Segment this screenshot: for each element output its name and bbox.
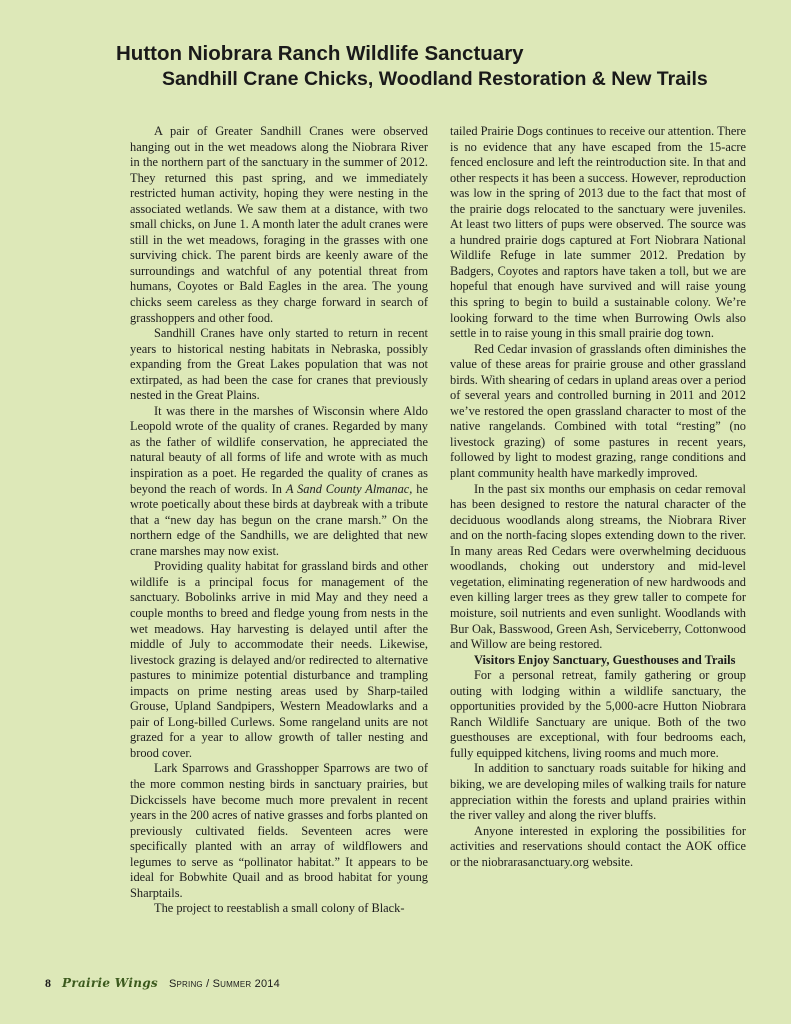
paragraph: tailed Prairie Dogs continues to receive our attention. There is no evidence that any have escaped from the 15-acre fenced enclosure and left the reintroduction site. In that and other respects it has been a success. However, reproduction was low in the spring of 2013 due to the fact that most of the prairie dogs relocated to the sanctuary were juveniles. At least two litters of pups were observed. The source was a hundred prairie dogs captured at Fort Niobrara National Wildlife Refuge in late summer 2012. Predation by Badgers, Coyotes and raptors have taken a toll, but we are hopeful that enough have survived and will raise young this spring to begin to build a sustainable colony. We’re looking forward to the time when Burrowing Owls also settle in to raise young in this small prairie dog town. — [450, 124, 747, 341]
article-title: Hutton Niobrara Ranch Wildlife Sanctuary — [116, 42, 524, 65]
magazine-name: Prairie Wings — [62, 976, 158, 990]
paragraph: A pair of Greater Sandhill Cranes were observed hanging out in the wet meadows along the Niobrara River in the northern part of the sanctuary in the summer of 2012. They returned this past spring, and we immediately restricted human activity, hoping they were nesting in the associated wetlands. We saw them at a distance, with two small chicks, on June 1. A month later the adult cranes were still in the wet meadows, foraging in the grasses with one surviving chick. The parent birds are keenly aware of the surroundings and watchful of any potential threat from humans, Coyotes or Bald Eagles in the area. The young chicks seem careless as they charge forward in search of grasshoppers and other food. — [130, 124, 428, 325]
issue-label: Spring / Summer 2014 — [168, 978, 280, 990]
paragraph: Providing quality habitat for grassland birds and other wildlife is a principal focus for management of the sanctuary. Bobolinks arrive in mid May and they need a couple months to breed and fledge young from nests in the wet meadows. Hay harvesting is delayed until after the middle of July to accommodate their needs. Likewise, livestock grazing is delayed and/or redirected to alternative pastures to minimize potential disturbance and trampling impacts on prime nesting areas used by Sharp-tailed Grouse, Upland Sandpipers, Western Meadowlarks and a pair of Long-billed Curlews. Some rangeland units are not grazed for a year to allow growth of taller nesting and brood cover. — [130, 559, 428, 760]
paragraph: Red Cedar invasion of grasslands often diminishes the value of these areas for prairie grouse and other grassland birds. With shearing of cedars in upland areas over a period of several years and controlled burning in 2011 and 2012 we’ve restored the open grassland character to most of the native rangelands. Combined with total “resting” (no livestock grazing) of some pastures in recent years, followed by light to modest grazing, range conditions and plant community health have markedly improved. — [450, 341, 746, 481]
section-heading: Visitors Enjoy Sanctuary, Guesthouses and Trails — [474, 652, 736, 667]
paragraph: Anyone interested in exploring the possibilities for activities and reservations should contact the AOK office or the niobrarasanctuary.org website. — [450, 823, 746, 869]
paragraph: For a personal retreat, family gathering or group outing with lodging within a wildlife sanctuary, the opportunities provided by the 5,000-acre Hutton Niobrara Ranch Wildlife Sanctuary are unique. Both of the two guesthouses are exceptional, with four bedrooms each, fully equipped kitchens, living rooms and much more. — [450, 668, 746, 760]
paragraph-text: It was there in the marshes of Wisconsin where Aldo Leopold wrote of the quality of cranes. Regarded by many as the father of wildlife conservation, he appreciated the natural beauty of all forms of life and wrote with as much inspiration as a poet. He regarded the quality of cranes as beyond the reach of words. In — [130, 403, 428, 496]
article-subtitle: Sandhill Crane Chicks, Woodland Restoration & New Trails — [162, 68, 708, 90]
book-title: A Sand County Almanac, — [285, 481, 413, 496]
paragraph: Lark Sparrows and Grasshopper Sparrows are two of the more common nesting birds in sanctuary prairies, but Dickcissels have become much more prevalent in recent years in the 200 acres of native grasses and forbs planted on previously cultivated fields. Seventeen acres were specifically planted with an array of wildflowers and legumes to serve as “pollinator habitat.” It appears to be ideal for Bobwhite Quail and as brood habitat for young Sharptails. — [130, 761, 428, 900]
paragraph: The project to reestablish a small colony of Black- — [154, 901, 405, 916]
paragraph: In the past six months our emphasis on cedar removal has been designed to restore the natural character of the deciduous woodlands along streams, the Niobrara River and on the north-facing slopes extending down to the river. In many areas Red Cedars were overwhelming deciduous woodlands, choking out understory and mid-level vegetation, eliminating regeneration of new hardwoods and even killing larger trees as they grew taller to compete for moisture, soil nutrients and even sunlight. Woodlands with Bur Oak, Basswood, Green Ash, Serviceberry, Cottonwood and Willow are being restored. — [450, 481, 746, 652]
page-number: 8 — [45, 976, 51, 990]
paragraph: In addition to sanctuary roads suitable for hiking and biking, we are developing miles of walking trails for nature appreciation within the forests and upland prairies within the river valley and along the river bluffs. — [450, 761, 746, 823]
page-footer — [45, 976, 280, 991]
right-column — [450, 124, 746, 870]
left-column — [130, 124, 428, 917]
paragraph: Sandhill Cranes have only started to return in recent years to historical nesting habitats in Nebraska, possibly expanding from the Great Lakes population that was not extirpated, as had been the case for cranes that previously nested in the Great Plains. — [130, 326, 428, 403]
paragraph-text: he wrote poetically about these birds at daybreak with a tribute that a “new day has begun on the crane marsh.” On the northern edge of the Sandhills, we are delighted that new crane marshes may now exist. — [130, 481, 428, 558]
paragraph — [130, 404, 428, 559]
